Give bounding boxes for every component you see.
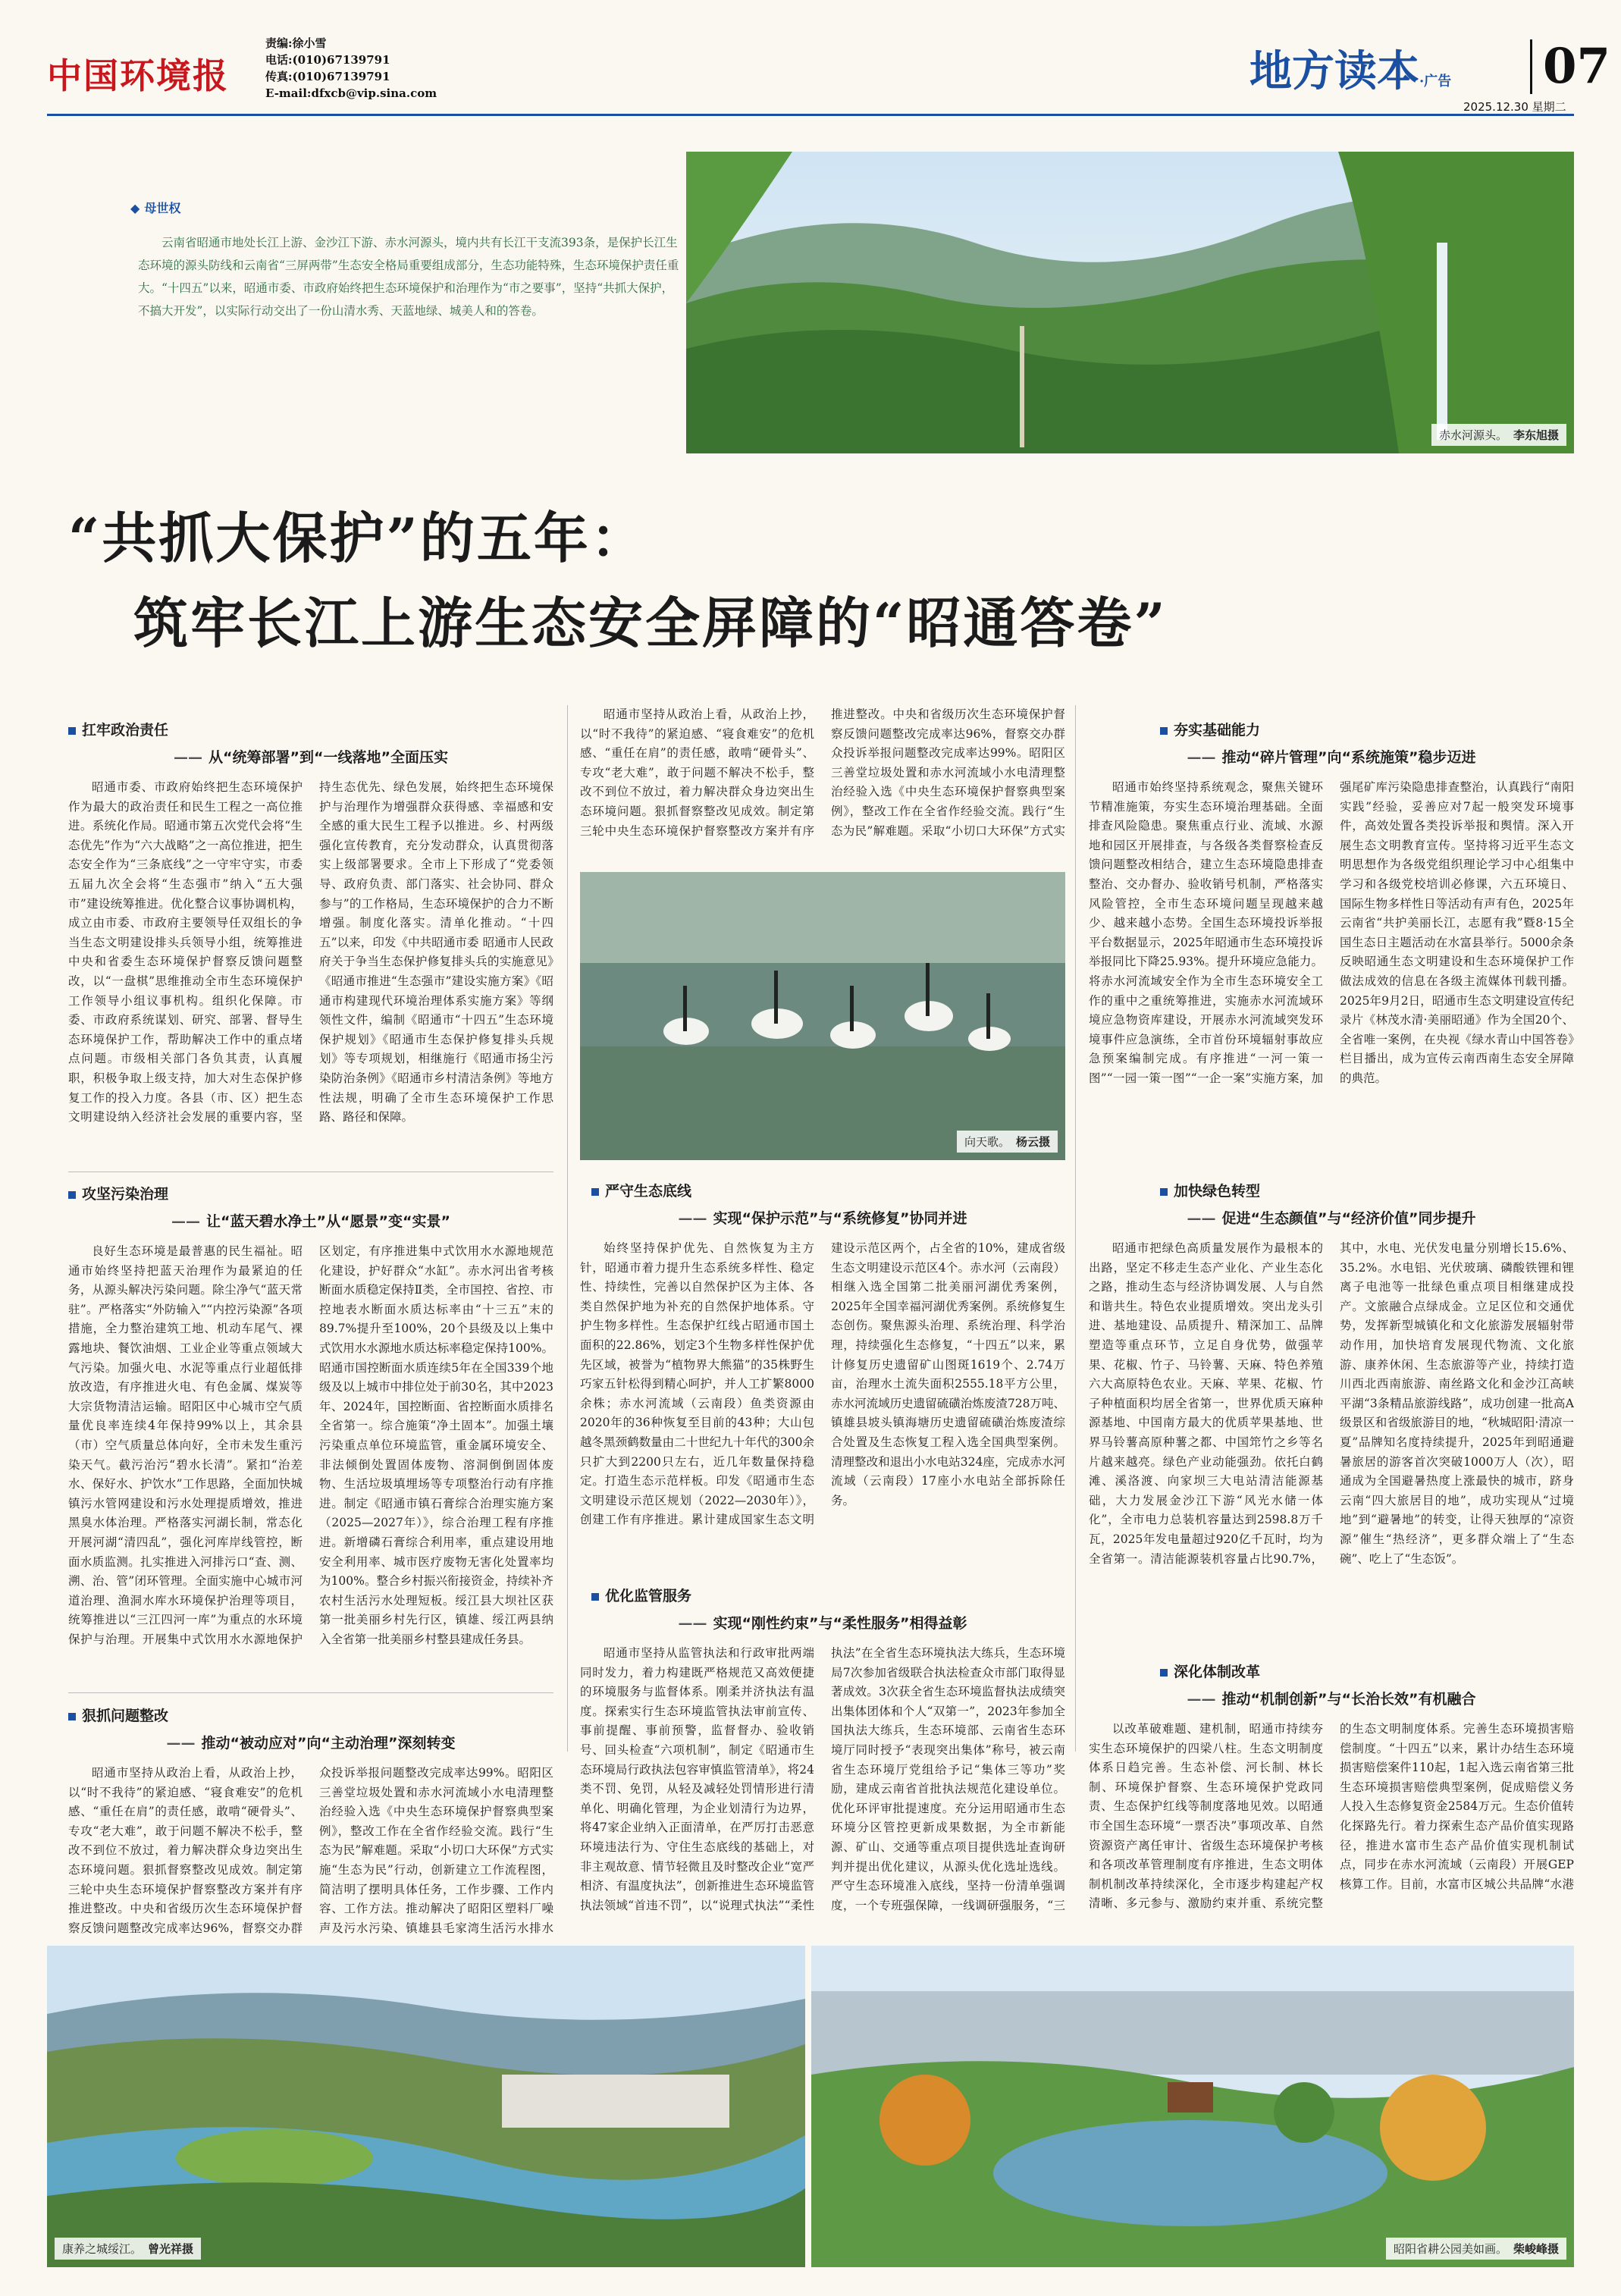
section-body (1089, 1720, 1574, 1932)
caption-text: 赤水河源头。 (1438, 428, 1507, 442)
caption-author: 杨云摄 (1015, 1135, 1050, 1149)
section-subhead: —— 推动“被动应对”向“主动治理”深刻转变 (68, 1732, 553, 1752)
editor-contact (265, 35, 437, 102)
section-kicker: 加快绿色转型 (1160, 1180, 1260, 1200)
caption-author: 柴峻峰摄 (1513, 2242, 1559, 2256)
column-divider (1075, 705, 1076, 1752)
section-subhead: —— 推动“碎片管理”向“系统施策”稳步迈进 (1089, 746, 1574, 767)
photo-caption (1431, 424, 1566, 446)
section-kicker: 扛牢政治责任 (68, 719, 168, 739)
photo-caption (957, 1131, 1058, 1153)
section-body (68, 1764, 553, 1953)
divider (68, 1692, 553, 1693)
body-paragraph: 始终坚持保护优先、自然恢复为主方针，昭通市着力提升生态系统多样性、稳定性、持续性，完善以自然保护区为主体、各类自然保护地为补充的自然保护地体系。守护生物多样性。生态保护红线占昭通市国土面积的22.86%，划定3个生物多样性保护优先区域，被誉为“植物界大熊猫”的35株野生巧家五针松得到精心呵护，并人工扩繁8000余株；赤水河流域（云南段）鱼类资源由2020年的36种恢复至目前的43种；大山包越冬黑颈鹤数量由二十世纪九十年代的300余只扩大到2200只左右，近几年数量保持稳定。打造生态示范样板。印发《昭通市生态文明建设示范区规划（2022—2030年）》，创建工作有序推进。累计建成国家生态文明建设示范区两个，占全省的10%，建成省级生态文明建设示范区4个。赤水河（云南段）相继入选全国第二批美丽河湖优秀案例，2025年全国幸福河湖优秀案例。系统修复生态创伤。聚焦源头治理、系统治理、科学治理，持续强化生态修复，“十四五”以来，累计修复历史遗留矿山图斑1619个、2.74万亩，治理水土流失面积2555.18平方公里，赤水河流域历史遗留硫磺治炼废渣728万吨、镇雄县坡头镇海塘历史遗留硫磺治炼废渣综合处置及生态恢复工程入选全国典型案例。清理整改和退出小水电站324座，完成赤水河流域（云南段）17座小水电站全部拆除任务。 (580, 1241, 1065, 1527)
body-paragraph: 昭通市坚持从政治上看，从政治上抄，以“时不我待”的紧迫感、“寝食难安”的危机感、“重任在肩”的责任感，敢啃“硬骨头”、专攻“老大难”，敢于问题不解决不松手，整改不到位不放过，着力解决群众身边突出生态环境问题。狠抓督察整改见成效。制定第三轮中央生态环境保护督察整改方案并有序推进整改。中央和省级历次生态环境保护督察反馈问题整改完成率达96%，督察交办群众投诉举报问题整改完成率达99%。昭阳区三善堂垃圾处置和赤水河流域小水电清理整治经验入选《中央生态环境保护督察典型案例》，整改工作在全省作经验交流。践行“生态为民”解难题。采取“小切口大环保”方式实 (580, 707, 1065, 838)
section-kicker: 深化体制改革 (1160, 1661, 1260, 1681)
park-image (811, 1946, 1574, 2267)
body-paragraph: 昭通市坚持从政治上看，从政治上抄，以“时不我待”的紧迫感、“寝食难安”的危机感、“重任在肩”的责任感，敢啃“硬骨头”、专攻“老大难”，敢于问题不解决不松手，整改不到位不放过，着力解决群众身边突出生态环境问题。狠抓督察整改见成效。制定第三轮中央生态环境保护督察整改方案并有序推进整改。中央和省级历次生态环境保护督察反馈问题整改完成率达96%，督察交办群众投诉举报问题整改完成率达99%。昭阳区三善堂垃圾处置和赤水河流域小水电清理整治经验入选《中央生态环境保护督察典型案例》，整改工作在全省作经验交流。践行“生态为民”解难题。采取“小切口大环保”方式实施“生态为民”行动，创新建立工作流程图，简洁明了摆明具体任务，工作步骤、工作内容、工作方法。推动解决了昭阳区塑料厂噪声及污水污染、镇雄县毛家湾生活污水排水 (68, 1766, 553, 1935)
caption-text: 昭阳省耕公园美如画。 (1393, 2242, 1507, 2256)
photo-caption (55, 2238, 201, 2260)
body-paragraph: 昭通市把绿色高质量发展作为最根本的出路，坚定不移走生态产业化、产业生态化之路，推动生态与经济协调发展、人与自然和谐共生。特色农业提质增效。突出龙头引进、基地建设、品质提升、精深加工、品牌塑造等重点环节，立足自身优势，做强苹果、花椒、竹子、马铃薯、天麻、特色养殖六大高原特色农业。天麻、苹果、花椒、竹子种植面积均居全省第一，世界优质天麻种源基地、中国南方最大的优质苹果基地、世界马铃薯高原种薯之都、中国筇竹之乡等名片越来越亮。绿色产业动能强劲。依托白鹤滩、溪洛渡、向家坝三大电站清洁能源基础，大力发展金沙江下游“风光水储一体化”，全市电力总装机容量达到2598.8万千瓦，2025年发电量超过920亿千瓦时，均为全省第一。清洁能源装机容量占比90.7%，其中，水电、光伏发电量分别增长15.6%、35.2%。水电铝、光伏玻璃、磷酸铁锂和锂离子电池等一批绿色重点项目相继建成投产。文旅融合点绿成金。立足区位和交通优势，发挥新型城镇化和文化旅游发展辐射带动作用，加快培育发展现代物流、文化旅游、康养休闲、生态旅游等产业，持续打造川西北西南旅游、南丝路文化和金沙江高峡平湖“3条精品旅游线路”，成功创建一批高A级景区和省级旅游目的地，“秋城昭阳·清凉一夏”品牌知名度持续提升，2025年到昭通避暑旅居的游客首次突破1000万人（次），昭通成为全国避暑热度上涨最快的城市，跻身云南“四大旅居目的地”，成功实现从“过境地”到“避暑地”的转变，让得天独厚的“凉资源”催生“热经济”，更多群众端上了“生态碗”、吃上了“生态饭”。 (1089, 1241, 1574, 1566)
photo-zhaoyang-park (811, 1946, 1574, 2267)
body-paragraph: 昭通市始终坚持系统观念，聚焦关键环节精准施策，夯实生态环境治理基础。全面排查风险隐患。聚焦重点行业、流域、水源地和园区开展排查，与各级各类督察检查反馈问题整改相结合，建立生态环境隐患排查整治、交办督办、验收销号机制，严格落实风险管控，全市生态环境问题呈现越来越少、越来越小态势。全国生态环境投诉举报平台数据显示，2025年昭通市生态环境投诉举报同比下降25.93%。提升环境应急能力。将赤水河流域安全作为全市生态环境安全工作的重中之重统筹推进，实施赤水河流域环境应急物资库建设，开展赤水河流域突发环境事件应急演练，全市首份环境辐射事故应急预案编制完成。有序推进“一河一策一图”“一园一策一图”“一企一案”实施方案，加强尾矿库污染隐患排查整治，认真践行“南阳实践”经验，妥善应对7起一般突发环境事件，高效处置各类投诉举报和舆情。深入开展生态文明教育宣传。坚持将习近平生态文明思想作为各级党组织理论学习中心组集中学习和各级党校培训必修课，六五环境日、国际生物多样性日等活动有声有色，2025年云南省“共护美丽长江，志愿有我”暨8·15全国生态日主题活动在水富县举行。5000余条反映昭通生态文明建设和生态环境保护工作做法成效的信息在各级主流媒体刊载刊播。2025年9月2日，昭通市生态文明建设宣传纪录片《林茂水清·美丽昭通》作为全国20个、全省唯一案例，在央视《绿水青山中国答卷》栏目播出，成为宣传云南西南生态安全屏障的典范。 (1089, 780, 1574, 1085)
section-subhead: —— 从“统筹部署”到“一线落地”全面压实 (68, 746, 553, 767)
issue-date: 2025.12.30 星期二 (1463, 100, 1566, 114)
photo-cranes (580, 872, 1065, 1160)
section-kicker: 狠抓问题整改 (68, 1705, 168, 1725)
editor-name: 责编:徐小雪 (265, 36, 327, 50)
photo-caption (1386, 2238, 1566, 2260)
cranes-image (580, 872, 1065, 1160)
editor-email: E-mail:dfxcb@vip.sina.com (265, 86, 437, 100)
river-city-image (47, 1946, 805, 2267)
section-body (1089, 778, 1574, 1165)
section-body (68, 1242, 553, 1682)
photo-chishui-source (686, 152, 1574, 453)
section-body (68, 778, 553, 1162)
section-subhead: —— 推动“机制创新”与“长治长效”有机融合 (1089, 1688, 1574, 1708)
mountain-landscape-image (686, 152, 1574, 453)
column-divider (567, 705, 568, 1752)
caption-text: 向天歌。 (964, 1135, 1010, 1149)
photo-suijiang (47, 1946, 805, 2267)
section-subhead: —— 让“蓝天碧水净土”从“愿景”变“实景” (68, 1210, 553, 1231)
caption-text: 康养之城绥江。 (62, 2242, 143, 2256)
section-body-continued (580, 705, 1065, 857)
headline-line-1: “共抓大保护”的五年： (68, 506, 647, 570)
section-body (580, 1644, 1065, 1932)
body-paragraph: 良好生态环境是最普惠的民生福祉。昭通市始终坚持把蓝天治理作为最紧迫的任务，从源头解决污染问题。除尘净气“蓝天常驻”。严格落实“外防输入”“内控污染源”各项措施，全力整治建筑工地、机动车尾气、裸露地块、餐饮油烟、工业企业等重点领域大气污染。加强火电、水泥等重点行业超低排放改造，有序推进火电、有色金属、煤炭等大宗货物清洁运输。昭阳区中心城市空气质量优良率连续4年保持99%以上，其余县（市）空气质量总体向好，全市未发生重污染天气。截污治污“碧水长清”。紧扣“治差水、保好水、护饮水”工作思路，全面加快城镇污水管网建设和污水处理提质增效，推进黑臭水体治理。严格落实河湖长制，常态化开展河湖“清四乱”，强化河库岸线管控，断面水质监测。扎实推进入河排污口“查、测、溯、治、管”闭环管理。全面实施中心城市河道治理、渔洞水库水环境保护治理等项目，统筹推进以“三江四河一库”为重点的水环境保护与治理。开展集中式饮用水水源地保护区划定，有序推进集中式饮用水水源地规范化建设，护好群众“水缸”。赤水河出省考核断面水质稳定保持Ⅱ类，全市国控、省控、市控地表水断面水质达标率由“十三五”末的89.7%提升至100%，20个县级及以上集中式饮用水水源地水质达标率稳定保持100%。昭通市国控断面水质连续5年在全国339个地级及以上城市中排位处于前30名，其中2023年、2024年，国控断面、省控断面水质排名全省第一。综合施策“净土固本”。加强土壤污染重点单位环境监管，重金属环境安全、非法倾倒处置固体废物、溶洞倒倒固体废物、生活垃圾填埋场等专项整治行动有序推进。制定《昭通市镇石膏综合治理实施方案（2025—2027年）》，综合治理工程有序推进。新增磷石膏综合利用率，重点建设用地安全利用率、城市医疗废物无害化处置率均为100%。整合乡村振兴衔接资金，持续补齐农村生活污水处理短板。绥江县大坝社区获第一批美丽乡村先行区，镇雄、绥江两县纳入全省第一批美丽乡村整县建成任务县。 (68, 1244, 553, 1646)
lead-paragraph: 云南省昭通市地处长江上游、金沙江下游、赤水河源头，境内共有长江干支流393条，是保护长江生态环境的源头防线和云南省“三屏两带”生态安全格局重要组成部分，生态功能特殊，生态环境保护责任重大。“十四五”以来，昭通市委、市政府始终把生态环境保护和治理作为“市之要事”，坚持“共抓大保护，不搞大开发”，以实际行动交出了一份山清水秀、天蓝地绿、城美人和的答卷。 (138, 236, 679, 318)
body-paragraph: 昭通市委、市政府始终把生态环境保护作为最大的政治责任和民生工程之一高位推进。系统化作局。昭通市第五次党代会将“生态优先”作为“六大战略”之一高位推进，把生态安全作为“三条底线”之一守牢守实，市委五届九次全会将“生态强市”纳入“五大强市”建设统筹推进。优化整合议事协调机构，成立由市委、市政府主要领导任双组长的争当生态文明建设排头兵领导小组，统筹推进中央和省委生态环境保护督察反馈问题整改，以“一盘棋”思维推动全市生态环境保护工作领导小组议事机构。组织化保障。市委、市政府系统谋划、研究、部署、督导生态环境保护工作，帮助解决工作中的重点堵点问题。市级相关部门各负其责，认真履职，积极争取上级支持，加大对生态保护修复工作的投入力度。各县（市、区）把生态文明建设纳入经济社会发展的重要内容，坚持生态优先、绿色发展，始终把生态环境保护与治理作为增强群众获得感、幸福感和安全感的重大民生工程予以推进。乡、村两级强化宣传教育，充分发动群众，认真贯彻落实上级部署要求。全市上下形成了“党委领导、政府负责、部门落实、社会协同、群众参与”的工作格局，生态环境保护的合力不断增强。制度化落实。清单化推动。“十四五”以来，印发《中共昭通市委 昭通市人民政府关于争当生态保护修复排头兵的实施意见》《昭通市推进“生态强市”建设实施方案》《昭通市构建现代环境治理体系实施方案》等纲领性文件，编制《昭通市“十四五”生态环境保护规划》《昭通市生态保护修复排头兵规划》等专项规划，相继施行《昭通市扬尘污染防治条例》《昭通市乡村清洁条例》等地方性法规，明确了全市生态环境保护工作思路、路径和保障。 (68, 780, 553, 1124)
lead-byline: ◆ 母世权 (130, 199, 180, 216)
editor-phone: 电话:(010)67139791 (265, 53, 390, 67)
section-subhead: —— 实现“保护示范”与“系统修复”协同并进 (580, 1207, 1065, 1228)
section-subhead: —— 实现“刚性约束”与“柔性服务”相得益彰 (580, 1612, 1065, 1633)
section-body (1089, 1239, 1574, 1648)
caption-author: 曾光祥摄 (148, 2242, 194, 2256)
section-name: 地方读本 (1249, 46, 1419, 96)
section-kicker: 优化监管服务 (591, 1585, 691, 1605)
section-kicker: 攻坚污染治理 (68, 1183, 168, 1203)
body-paragraph: 以改革破难题、建机制，昭通市持续夯实生态环境保护的四梁八柱。生态文明制度体系日趋完善。生态补偿、河长制、林长制、环境保护督察、生态环境保护党政同责、生态保护红线等制度落地见效。以昭通市全国生态环境“一票否决”事项改革、自然资源资产离任审计、省级生态环境保护考核和各项改革管理制度有序推进，生态文明体制机制改革持续深化，全市逐步构建起产权清晰、多元参与、激励约束并重、系统完整的生态文明制度体系。完善生态环境损害赔偿制度。“十四五”以来，累计办结生态环境损害赔偿案件110起，1起入选云南省第三批生态环境损害赔偿典型案例，促成赔偿义务人投入生态修复资金2584万元。生态价值转化探路先行。着力探索生态产品价值实现路径，推进水富市生态产品价值实现机制试点，同步在赤水河流域（云南段）开展GEP核算工作。目前，水富市区城公共品牌“水港 (1089, 1722, 1574, 1911)
section-kicker: 严守生态底线 (591, 1180, 691, 1200)
editor-fax: 传真:(010)67139791 (265, 70, 390, 83)
newspaper-logo: 中国环境报 (47, 55, 229, 96)
masthead-rule (47, 114, 1574, 116)
section-suffix: ·广告 (1419, 74, 1452, 89)
headline-line-2: 筑牢长江上游生态安全屏障的“昭通答卷” (133, 591, 1168, 655)
section-body (580, 1239, 1065, 1573)
caption-author: 李东旭摄 (1513, 428, 1559, 442)
body-paragraph: 昭通市坚持从监管执法和行政审批两端同时发力，着力构建既严格规范又高效便捷的环境服务与监督体系。刚柔并济执法有温度。探索实行生态环境监管执法审前宣传、事前提醒、事前预警，监督督办、验收销号、回头检查“六项机制”，制定《昭通市生态环境局行政执法包容审慎监管清单》，将24类不罚、免罚，从轻及减轻处罚情形进行清单化、明确化管理，为企业划清行为边界，将47家企业纳入正面清单，在严厉打击恶意环境违法行为、守住生态底线的基础上，对非主观故意、情节轻微且及时整改企业“宽严相济、有温度执法”，创新推进生态环境监管执法领域“首违不罚”，以“说理式执法”“柔性执法”在全省生态环境执法大练兵，生态环境局7次参加省级联合执法检查众市部门取得显著成效。3次获全省生态环境监督执法成绩突出集体团体和个人“双第一”，2023年参加全国执法大练兵，生态环境部、云南省生态环境厅同时授予“表现突出集体”称号，被云南省生态环境厅党组给予记“集体三等功”奖励，建成云南省首批执法规范化建设单位。优化环评审批提速度。充分运用昭通市生态环境分区管控更新成果数据，为全市新能源、矿山、交通等重点项目提供选址查询研判并提出优化建议，从源头优化选址选线。严守生态环境准入底线，坚持一份清单强调度，一个专班强保障，一线调研强服务，“三 (580, 1646, 1065, 1912)
section-subhead: —— 促进“生态颜值”与“经济价值”同步提升 (1089, 1207, 1574, 1228)
section-title (1249, 38, 1451, 99)
page-number: 07 (1530, 39, 1610, 94)
section-kicker: 夯实基础能力 (1160, 719, 1260, 739)
